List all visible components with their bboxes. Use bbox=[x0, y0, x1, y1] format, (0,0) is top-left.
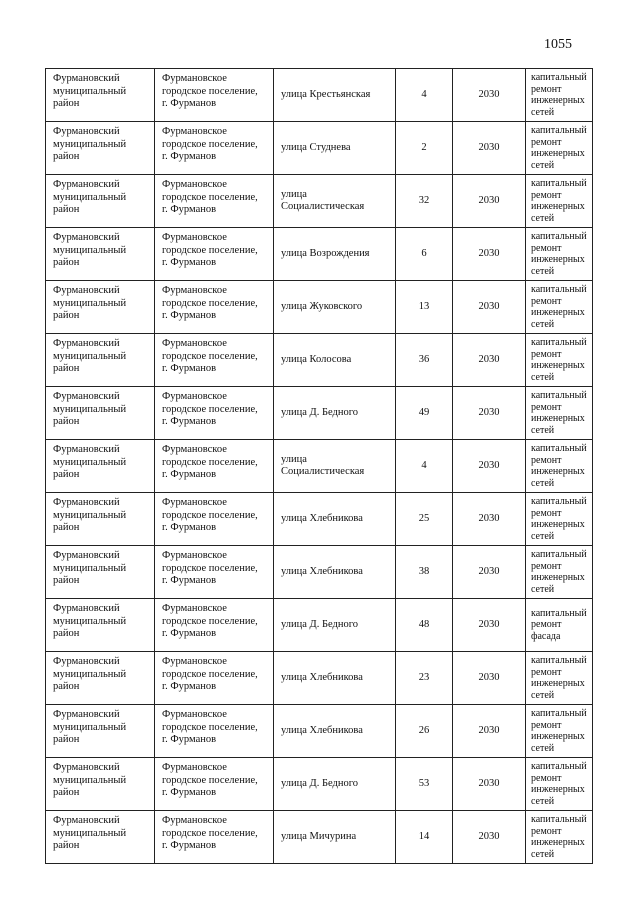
table-row bbox=[46, 705, 593, 758]
house-number-cell: 36 bbox=[396, 334, 453, 387]
district-cell: Фурмановский муниципальный район bbox=[46, 281, 155, 334]
table-row bbox=[46, 811, 593, 864]
table-row bbox=[46, 175, 593, 228]
year-cell: 2030 bbox=[453, 175, 526, 228]
district-cell: Фурмановский муниципальный район bbox=[46, 228, 155, 281]
settlement-cell: Фурмановское городское поселение, г. Фурманов bbox=[155, 493, 274, 546]
settlement-cell: Фурмановское городское поселение, г. Фурманов bbox=[155, 652, 274, 705]
house-number-cell: 13 bbox=[396, 281, 453, 334]
street-cell: улица Хлебникова bbox=[274, 493, 396, 546]
year-cell: 2030 bbox=[453, 811, 526, 864]
year-cell: 2030 bbox=[453, 546, 526, 599]
year-cell: 2030 bbox=[453, 228, 526, 281]
work-type-cell: капитальный ремонт фасада bbox=[526, 599, 593, 652]
street-cell: улица Возрождения bbox=[274, 228, 396, 281]
house-number-cell: 6 bbox=[396, 228, 453, 281]
district-cell: Фурмановский муниципальный район bbox=[46, 440, 155, 493]
street-cell: улица Мичурина bbox=[274, 811, 396, 864]
district-cell: Фурмановский муниципальный район bbox=[46, 652, 155, 705]
settlement-cell: Фурмановское городское поселение, г. Фурманов bbox=[155, 758, 274, 811]
work-type-cell: капитальный ремонт инженерных сетей bbox=[526, 69, 593, 122]
work-type-cell: капитальный ремонт инженерных сетей bbox=[526, 546, 593, 599]
house-number-cell: 4 bbox=[396, 69, 453, 122]
work-type-cell: капитальный ремонт инженерных сетей bbox=[526, 440, 593, 493]
street-cell: улица Хлебникова bbox=[274, 546, 396, 599]
year-cell: 2030 bbox=[453, 69, 526, 122]
year-cell: 2030 bbox=[453, 387, 526, 440]
year-cell: 2030 bbox=[453, 334, 526, 387]
street-cell: улица Д. Бедного bbox=[274, 758, 396, 811]
table-row bbox=[46, 387, 593, 440]
table-row bbox=[46, 334, 593, 387]
year-cell: 2030 bbox=[453, 652, 526, 705]
settlement-cell: Фурмановское городское поселение, г. Фурманов bbox=[155, 334, 274, 387]
settlement-cell: Фурмановское городское поселение, г. Фурманов bbox=[155, 228, 274, 281]
work-type-cell: капитальный ремонт инженерных сетей bbox=[526, 334, 593, 387]
work-type-cell: капитальный ремонт инженерных сетей bbox=[526, 758, 593, 811]
street-cell: улица Социалистическая bbox=[274, 440, 396, 493]
house-number-cell: 26 bbox=[396, 705, 453, 758]
street-cell: улица Хлебникова bbox=[274, 705, 396, 758]
registry-table-body bbox=[46, 69, 593, 864]
street-cell: улица Д. Бедного bbox=[274, 599, 396, 652]
year-cell: 2030 bbox=[453, 758, 526, 811]
house-number-cell: 14 bbox=[396, 811, 453, 864]
house-number-cell: 48 bbox=[396, 599, 453, 652]
settlement-cell: Фурмановское городское поселение, г. Фурманов bbox=[155, 69, 274, 122]
street-cell: улица Колосова bbox=[274, 334, 396, 387]
street-cell: улица Крестьянская bbox=[274, 69, 396, 122]
street-cell: улица Студнева bbox=[274, 122, 396, 175]
work-type-cell: капитальный ремонт инженерных сетей bbox=[526, 652, 593, 705]
district-cell: Фурмановский муниципальный район bbox=[46, 758, 155, 811]
settlement-cell: Фурмановское городское поселение, г. Фурманов bbox=[155, 546, 274, 599]
house-number-cell: 2 bbox=[396, 122, 453, 175]
house-number-cell: 53 bbox=[396, 758, 453, 811]
street-cell: улица Жуковского bbox=[274, 281, 396, 334]
table-row bbox=[46, 546, 593, 599]
table-row bbox=[46, 122, 593, 175]
street-cell: улица Социалистическая bbox=[274, 175, 396, 228]
house-number-cell: 25 bbox=[396, 493, 453, 546]
work-type-cell: капитальный ремонт инженерных сетей bbox=[526, 228, 593, 281]
street-cell: улица Д. Бедного bbox=[274, 387, 396, 440]
work-type-cell: капитальный ремонт инженерных сетей bbox=[526, 122, 593, 175]
district-cell: Фурмановский муниципальный район bbox=[46, 599, 155, 652]
work-type-cell: капитальный ремонт инженерных сетей bbox=[526, 387, 593, 440]
house-number-cell: 38 bbox=[396, 546, 453, 599]
house-number-cell: 23 bbox=[396, 652, 453, 705]
settlement-cell: Фурмановское городское поселение, г. Фурманов bbox=[155, 175, 274, 228]
settlement-cell: Фурмановское городское поселение, г. Фурманов bbox=[155, 440, 274, 493]
table-row bbox=[46, 69, 593, 122]
work-type-cell: капитальный ремонт инженерных сетей bbox=[526, 281, 593, 334]
year-cell: 2030 bbox=[453, 599, 526, 652]
table-row bbox=[46, 599, 593, 652]
table-row bbox=[46, 652, 593, 705]
district-cell: Фурмановский муниципальный район bbox=[46, 705, 155, 758]
house-number-cell: 4 bbox=[396, 440, 453, 493]
settlement-cell: Фурмановское городское поселение, г. Фурманов bbox=[155, 387, 274, 440]
district-cell: Фурмановский муниципальный район bbox=[46, 69, 155, 122]
work-type-cell: капитальный ремонт инженерных сетей bbox=[526, 705, 593, 758]
settlement-cell: Фурмановское городское поселение, г. Фурманов bbox=[155, 811, 274, 864]
street-cell: улица Хлебникова bbox=[274, 652, 396, 705]
district-cell: Фурмановский муниципальный район bbox=[46, 811, 155, 864]
house-number-cell: 49 bbox=[396, 387, 453, 440]
table-row bbox=[46, 228, 593, 281]
district-cell: Фурмановский муниципальный район bbox=[46, 175, 155, 228]
district-cell: Фурмановский муниципальный район bbox=[46, 546, 155, 599]
table-row bbox=[46, 440, 593, 493]
year-cell: 2030 bbox=[453, 493, 526, 546]
year-cell: 2030 bbox=[453, 281, 526, 334]
district-cell: Фурмановский муниципальный район bbox=[46, 387, 155, 440]
settlement-cell: Фурмановское городское поселение, г. Фурманов bbox=[155, 599, 274, 652]
work-type-cell: капитальный ремонт инженерных сетей bbox=[526, 811, 593, 864]
work-type-cell: капитальный ремонт инженерных сетей bbox=[526, 493, 593, 546]
settlement-cell: Фурмановское городское поселение, г. Фурманов bbox=[155, 705, 274, 758]
year-cell: 2030 bbox=[453, 440, 526, 493]
district-cell: Фурмановский муниципальный район bbox=[46, 493, 155, 546]
district-cell: Фурмановский муниципальный район bbox=[46, 122, 155, 175]
year-cell: 2030 bbox=[453, 122, 526, 175]
year-cell: 2030 bbox=[453, 705, 526, 758]
page-number: 1055 bbox=[544, 37, 572, 52]
table-row bbox=[46, 493, 593, 546]
registry-table bbox=[45, 68, 593, 864]
table-row bbox=[46, 758, 593, 811]
work-type-cell: капитальный ремонт инженерных сетей bbox=[526, 175, 593, 228]
settlement-cell: Фурмановское городское поселение, г. Фурманов bbox=[155, 281, 274, 334]
settlement-cell: Фурмановское городское поселение, г. Фурманов bbox=[155, 122, 274, 175]
table-row bbox=[46, 281, 593, 334]
district-cell: Фурмановский муниципальный район bbox=[46, 334, 155, 387]
house-number-cell: 32 bbox=[396, 175, 453, 228]
